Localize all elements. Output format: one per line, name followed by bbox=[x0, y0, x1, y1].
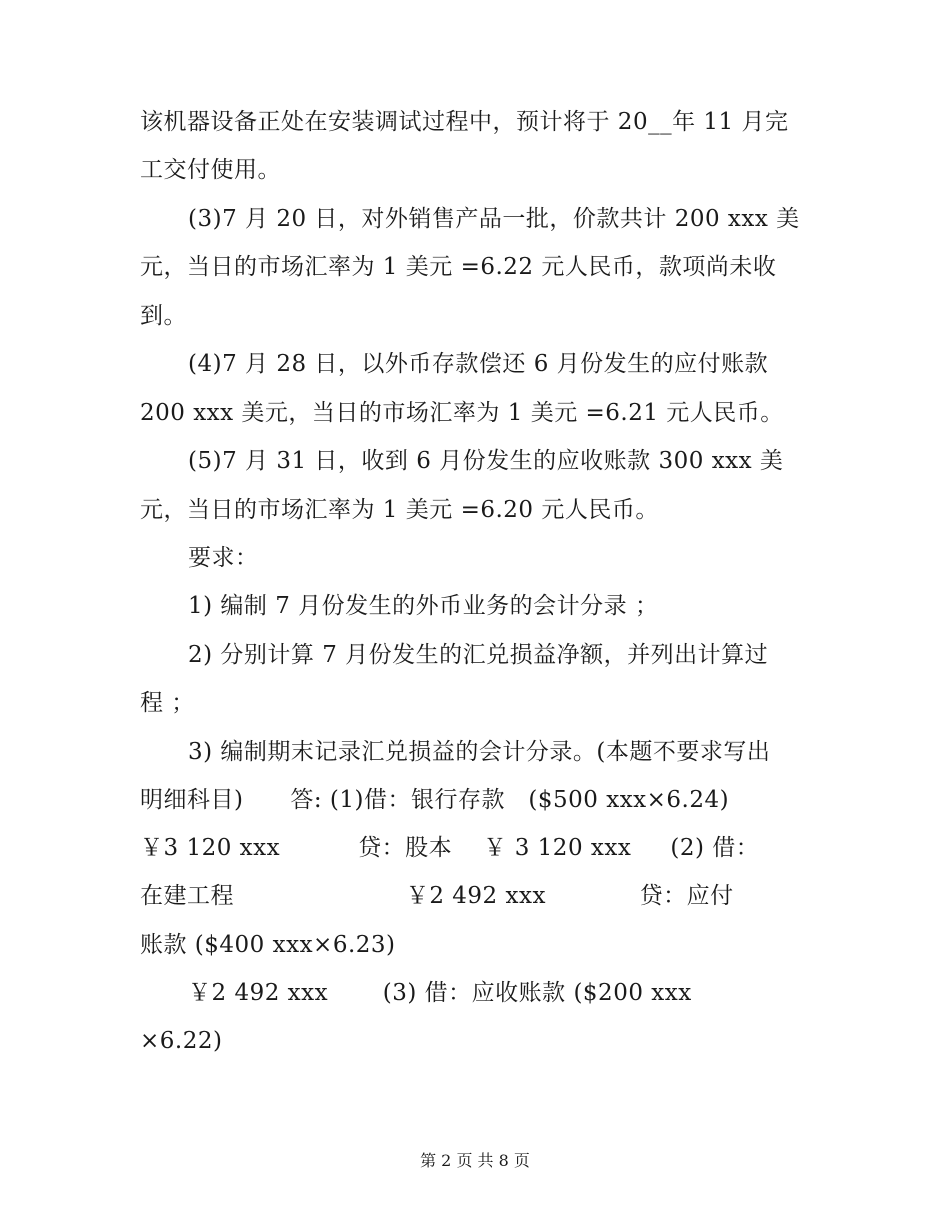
text-line: 2) 分别计算 7 月份发生的汇兑损益净额，并列出计算过 bbox=[188, 642, 769, 668]
text-line: 1) 编制 7 月份发生的外币业务的会计分录 ； bbox=[188, 593, 659, 619]
text-line: 200 xxx 美元，当日的市场汇率为 1 美元 =6.21 元人民币。 bbox=[140, 400, 784, 426]
text-line: 元，当日的市场汇率为 1 美元 =6.20 元人民币。 bbox=[140, 497, 659, 523]
text-line: 程 ； bbox=[140, 690, 195, 716]
text-line: (4)7 月 28 日，以外币存款偿还 6 月份发生的应付账款 bbox=[188, 351, 769, 377]
text-line: (5)7 月 31 日，收到 6 月份发生的应收账款 300 xxx 美 bbox=[188, 448, 784, 474]
text-line: 明细科目) 答: (1)借：银行存款 ($500 xxx×6.24) bbox=[140, 787, 730, 813]
text-line: 账款 ($400 xxx×6.23) bbox=[140, 932, 396, 958]
text-line: ￥2 492 xxx (3) 借：应收账款 ($200 xxx bbox=[188, 980, 692, 1006]
text-line: (3)7 月 20 日，对外销售产品一批，价款共计 200 xxx 美 bbox=[188, 206, 800, 232]
text-line: ×6.22) bbox=[140, 1028, 223, 1054]
text-line: ￥3 120 xxx 贷：股本 ￥ 3 120 xxx (2) 借： bbox=[140, 835, 760, 861]
text-line: 在建工程 ￥2 492 xxx 贷：应付 bbox=[140, 883, 734, 909]
text-line: 到。 bbox=[140, 303, 187, 329]
text-line: 工交付使用。 bbox=[140, 157, 281, 183]
text-line: 元，当日的市场汇率为 1 美元 =6.22 元人民币，款项尚未收 bbox=[140, 254, 777, 280]
page-number-footer: 第 2 页 共 8 页 bbox=[420, 1151, 530, 1170]
text-line: 3) 编制期末记录汇兑损益的会计分录。(本题不要求写出 bbox=[188, 739, 771, 765]
text-line: 该机器设备正处在安装调试过程中，预计将于 20__年 11 月完 bbox=[140, 109, 789, 135]
text-line: 要求： bbox=[188, 545, 259, 571]
